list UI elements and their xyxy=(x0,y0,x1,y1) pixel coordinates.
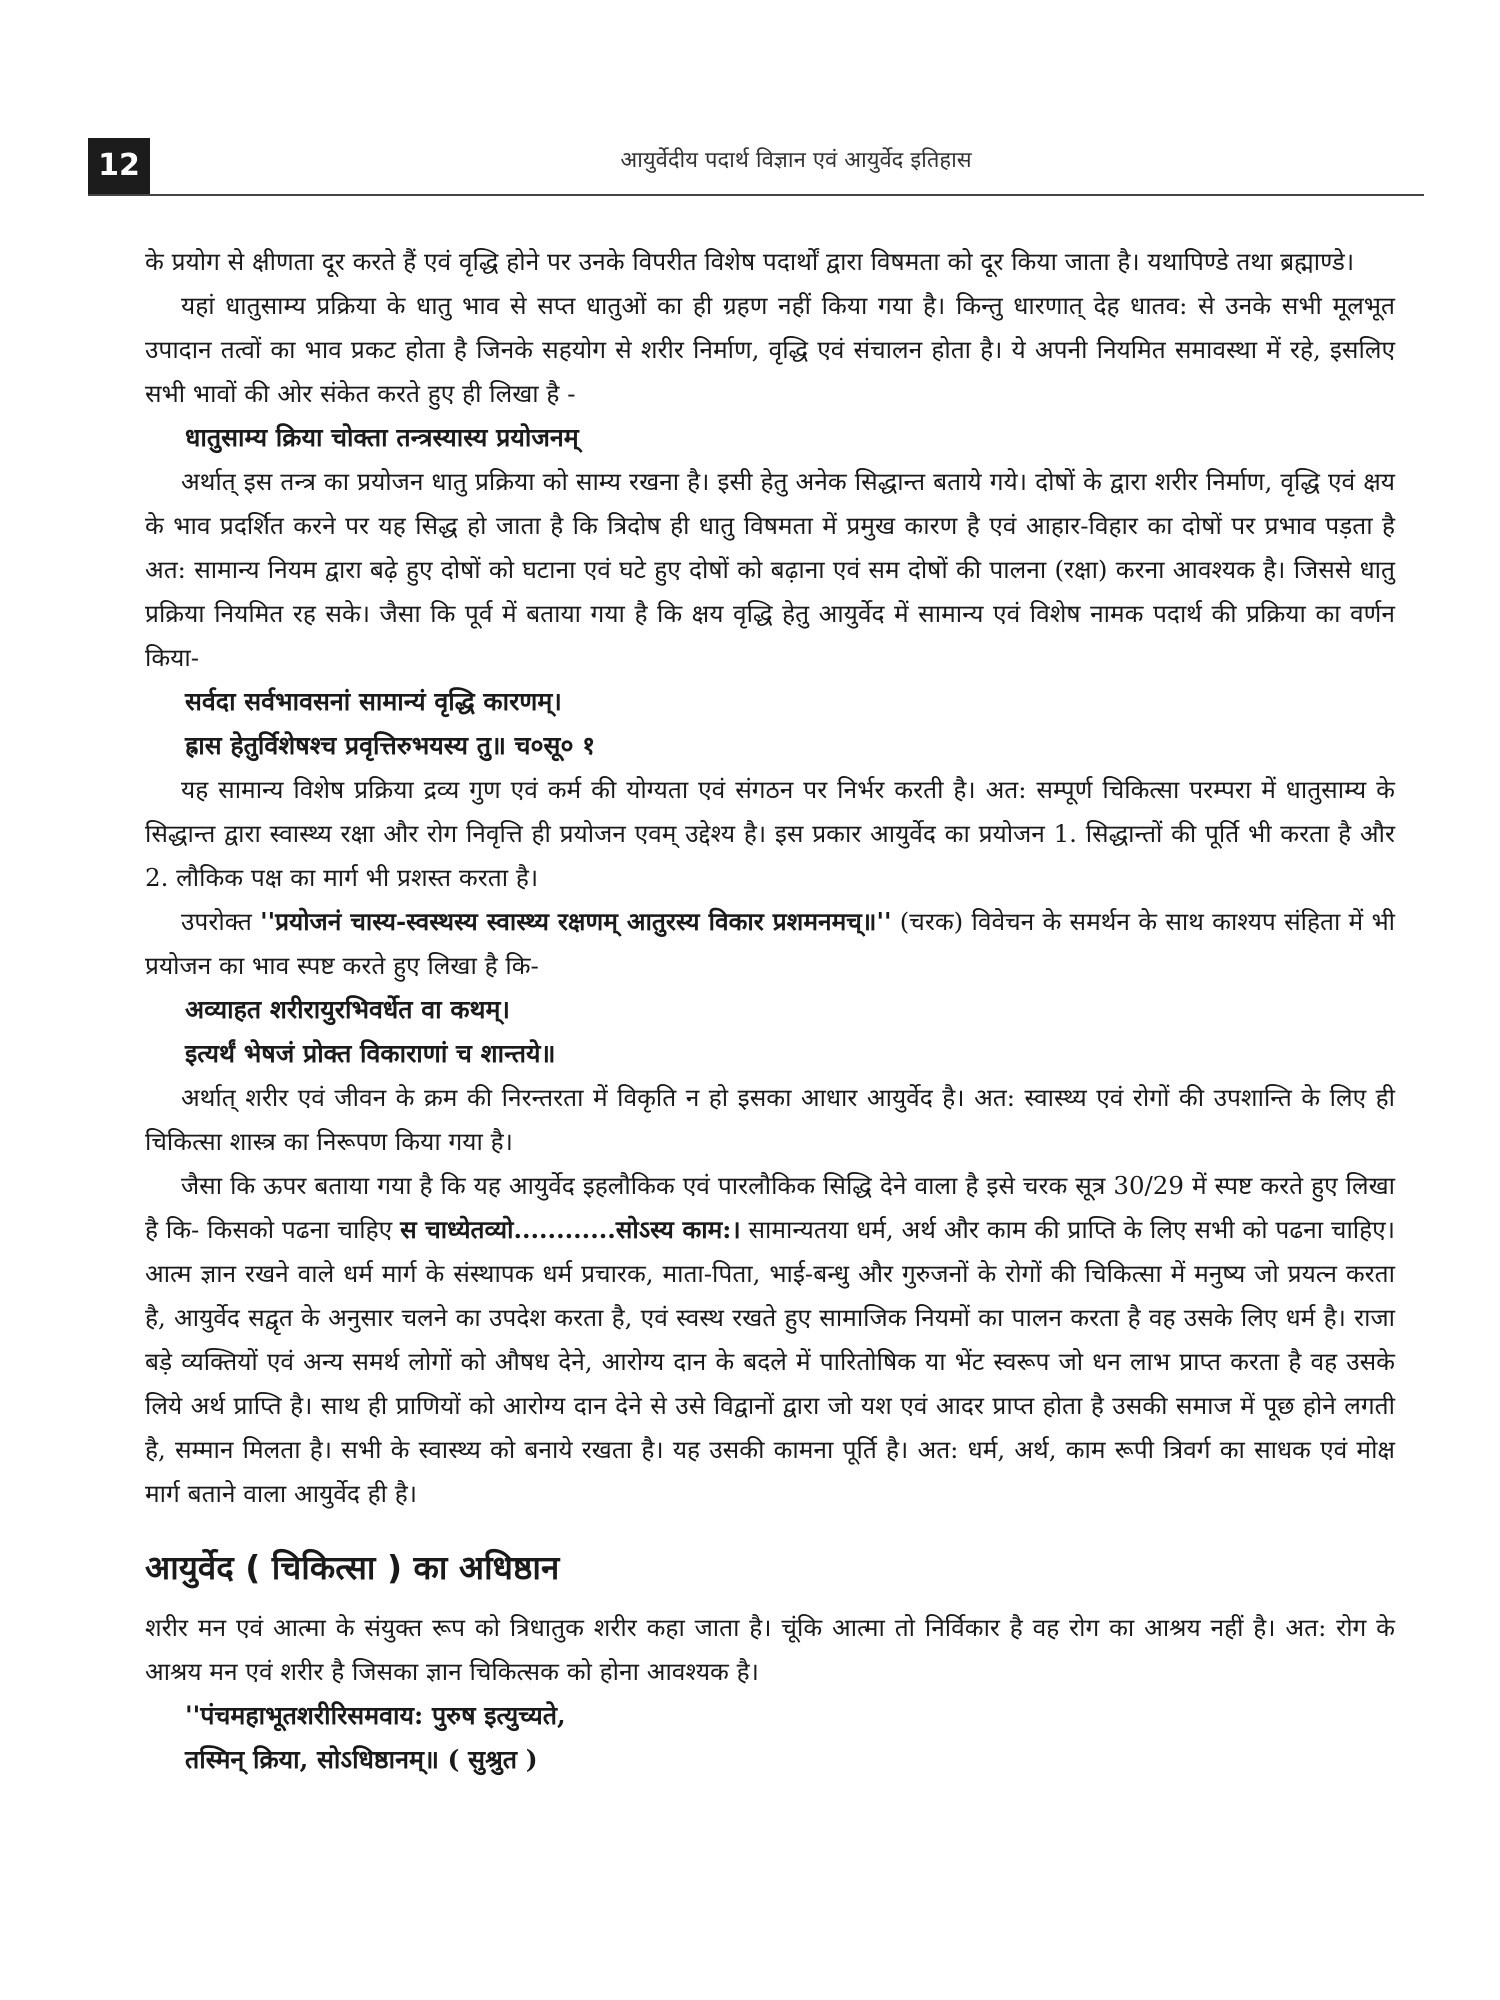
page-body xyxy=(145,240,1395,1782)
paragraph-7-tail: सामान्यतया धर्म, अर्थ और काम की प्राप्ति के लिए सभी को पढना चाहिए। आत्म ज्ञान रखने वाले धर्म मार्ग के संस्थापक धर्म प्रचारक, माता-पिता, भाई-बन्धु और गुरुजनों के रोगों की चिकित्सा में मनुष्य जो प्रयत्न करता है, आयुर्वेद सद्वृत के अनुसार चलने का उपदेश करता है, एवं स्वस्थ रखते हुए सामाजिक नियमों का पालन करता है वह उसके लिए धर्म है। राजा बड़े व्यक्तियों एवं अन्य समर्थ लोगों को औषध देने, आरोग्य दान के बदले में पारितोषिक या भेंट स्वरूप जो धन लाभ प्राप्त करता है वह उसके लिये अर्थ प्राप्ति है। साथ ही प्राणियों को आरोग्य दान देने से उसे विद्वानों द्वारा जो यश एवं आदर प्राप्त होता है उसकी समाज में पूछ होने लगती है, सम्मान मिलता है। सभी के स्वास्थ्य को बनाये रखता है। यह उसकी कामना पूर्ति है। अत: धर्म, अर्थ, काम रूपी त्रिवर्ग का साधक एवं मोक्ष मार्ग बताने वाला आयुर्वेद ही है। xyxy=(145,1215,1395,1508)
paragraph-4: यह सामान्य विशेष प्रक्रिया द्रव्य गुण एवं कर्म की योग्यता एवं संगठन पर निर्भर करती है। अत: सम्पूर्ण चिकित्सा परम्परा में धातुसाम्य के सिद्धान्त द्वारा स्वास्थ्य रक्षा और रोग निवृत्ति ही प्रयोजन एवम् उद्देश्य है। इस प्रकार आयुर्वेद का प्रयोजन 1. सिद्धान्तों की पूर्ति भी करता है और 2. लौकिक पक्ष का मार्ग भी प्रशस्त करता है। xyxy=(145,775,1395,892)
verse-2-line-2: ह्रास हेतुर्विशेषश्च प्रवृत्तिरुभयस्य तु॥ च०सू० १ xyxy=(185,731,596,760)
paragraph-5-quote: ''प्रयोजनं चास्य-स्वस्थस्य स्वास्थ्य रक्षणम् आतुरस्य विकार प्रशमनमच्॥'' xyxy=(260,907,892,936)
paragraph-5-tail: (चरक) विवेचन के समर्थन के साथ काश्यप संहिता में भी प्रयोजन का भाव स्पष्ट करते हुए लिखा है कि- xyxy=(145,907,1396,980)
verse-1: धातुसाम्य क्रिया चोक्ता तन्त्रस्यास्य प्रयोजनम् xyxy=(185,423,579,452)
running-title: आयुर्वेदीय पदार्थ विज्ञान एवं आयुर्वेद इतिहास xyxy=(620,148,972,173)
paragraph-6: अर्थात् शरीर एवं जीवन के क्रम की निरन्तरता में विकृति न हो इसका आधार आयुर्वेद है। अत: स्वास्थ्य एवं रोगों की उपशान्ति के लिए ही चिकित्सा शास्त्र का निरूपण किया गया है। xyxy=(145,1083,1395,1156)
paragraph-3: अर्थात् इस तन्त्र का प्रयोजन धातु प्रक्रिया को साम्य रखना है। इसी हेतु अनेक सिद्धान्त बताये गये। दोषों के द्वारा शरीर निर्माण, वृद्धि एवं क्षय के भाव प्रदर्शित करने पर यह सिद्ध हो जाता है कि त्रिदोष ही धातु विषमता में प्रमुख कारण है एवं आहार-विहार का दोषों पर प्रभाव पड़ता है अत: सामान्य नियम द्वारा बढ़े हुए दोषों को घटाना एवं घटे हुए दोषों को बढ़ाना एवं सम दोषों की पालना (रक्षा) करना आवश्यक है। जिससे धातु प्रक्रिया नियमित रह सके। जैसा कि पूर्व में बताया गया है कि क्षय वृद्धि हेतु आयुर्वेद में सामान्य एवं विशेष नामक पदार्थ की प्रक्रिया का वर्णन किया- xyxy=(145,467,1395,672)
page-number: 12 xyxy=(88,138,150,194)
verse-4-line-2: तस्मिन् क्रिया, सोऽधिष्ठानम्॥ ( सुश्रुत ) xyxy=(185,1745,538,1774)
paragraph-5-lead: उपरोक्त xyxy=(181,907,261,936)
paragraph-7-quote: स चाध्येतव्यो............सोऽस्य काम:। xyxy=(400,1215,741,1244)
section-heading: आयुर्वेद ( चिकित्सा ) का अधिष्ठान xyxy=(145,1548,560,1587)
paragraph-5 xyxy=(145,900,1395,988)
paragraph-7 xyxy=(145,1164,1395,1516)
verse-2-line-1: सर्वदा सर्वभावसनां सामान्यं वृद्धि कारणम्। xyxy=(185,687,562,716)
paragraph-7-lead: जैसा कि ऊपर बताया गया है कि यह आयुर्वेद इहलौकिक एवं पारलौकिक सिद्धि देने वाला है इसे चरक सूत्र 30/29 में स्पष्ट करते हुए लिखा है कि- किसको पढना चाहिए xyxy=(145,1171,1395,1244)
paragraph-1: के प्रयोग से क्षीणता दूर करते हैं एवं वृद्धि होने पर उनके विपरीत विशेष पदार्थों द्वारा विषमता को दूर किया जाता है। यथापिण्डे तथा ब्रह्माण्डे। xyxy=(145,247,1355,276)
verse-3-line-2: इत्यर्थं भेषजं प्रोक्त विकाराणां च शान्तये॥ xyxy=(185,1039,556,1068)
paragraph-8: शरीर मन एवं आत्मा के संयुक्त रूप को त्रिधातुक शरीर कहा जाता है। चूंकि आत्मा तो निर्विकार है वह रोग का आश्रय नहीं है। अत: रोग के आश्रय मन एवं शरीर है जिसका ज्ञान चिकित्सक को होना आवश्यक है। xyxy=(145,1613,1395,1686)
page-header xyxy=(88,138,1424,194)
header-rule xyxy=(88,194,1424,196)
verse-3-line-1: अव्याहत शरीरायुरभिवर्धेत वा कथम्। xyxy=(185,995,510,1024)
paragraph-2: यहां धातुसाम्य प्रक्रिया के धातु भाव से सप्त धातुओं का ही ग्रहण नहीं किया गया है। किन्तु धारणात् देह धातव: से उनके सभी मूलभूत उपादान तत्वों का भाव प्रकट होता है जिनके सहयोग से शरीर निर्माण, वृद्धि एवं संचालन होता है। ये अपनी नियमित समावस्था में रहे, इसलिए सभी भावों की ओर संकेत करते हुए ही लिखा है - xyxy=(145,291,1395,408)
verse-4-line-1: ''पंचमहाभूतशरीरिसमवाय: पुरुष इत्युच्यते, xyxy=(185,1701,566,1730)
